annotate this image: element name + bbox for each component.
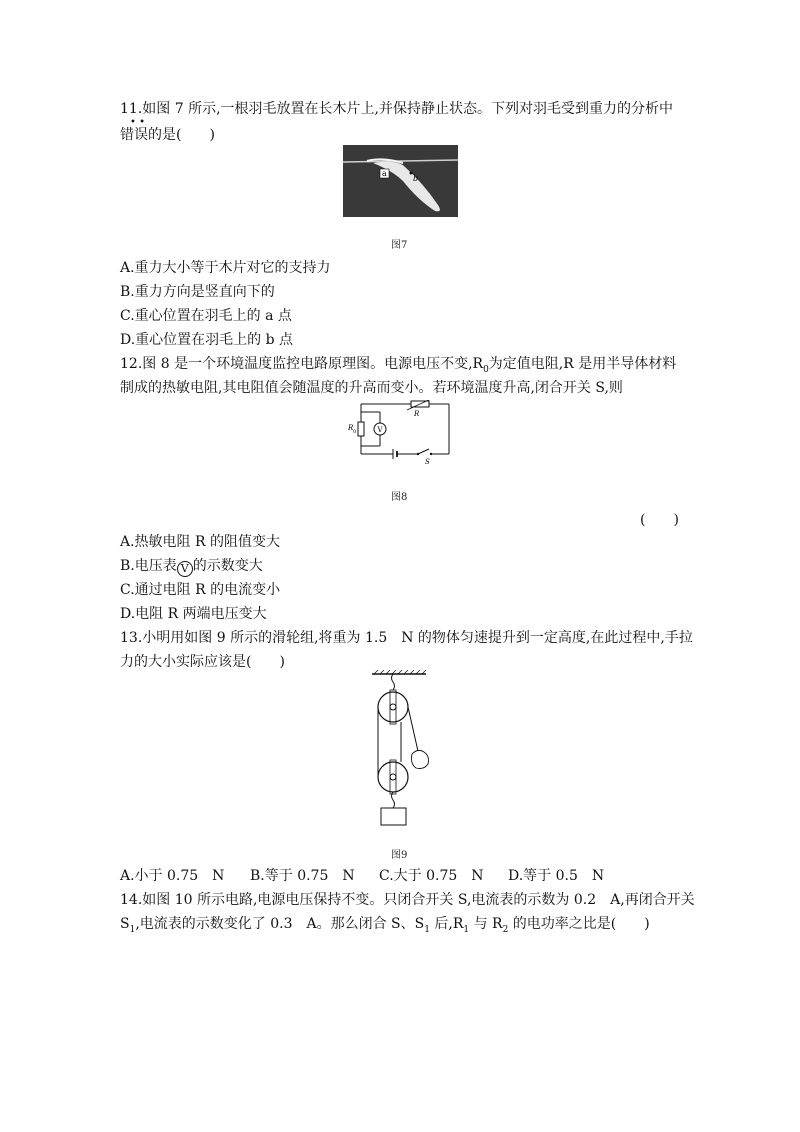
label-v: V xyxy=(377,426,383,434)
q12-option-a: A.热敏电阻 R 的阻值变大 xyxy=(120,534,281,550)
figure-7-caption: 图7 xyxy=(391,240,408,251)
q12-answer-paren: ( ) xyxy=(640,512,679,528)
circuit-diagram-8 xyxy=(345,400,455,466)
q11-stem-line2: 错误的是( ) xyxy=(120,127,215,143)
q14-line2: $S_1$,电流表的示数变化了 0.3 A。那么闭合 S、$S_1$ 后$,R_1$ 与 $R_2$ 的电功率之比是( ) xyxy=(120,916,650,935)
pulley-diagram-9 xyxy=(368,670,438,830)
q13-stem-line2: 力的大小实际应该是( ) xyxy=(120,654,285,670)
label-r0-sub: 0 xyxy=(353,429,357,435)
feather-label-b: b xyxy=(413,174,419,183)
label-r0: R xyxy=(348,424,354,432)
q13-option-d: D.等于 0.5 N xyxy=(508,868,605,884)
label-r: R xyxy=(414,410,420,418)
feather-label-a: a xyxy=(382,169,387,178)
q12-option-c: C.通过电阻 R 的电流变小 xyxy=(120,582,281,598)
voltmeter-symbol-icon: V xyxy=(177,561,193,577)
q13-option-c: C.大于 0.75 N xyxy=(379,868,484,884)
q14-line1: 14.如图 10 所示电路,电源电压保持不变。只闭合开关 S,电流表的示数为 0.2 A,再闭合开关 xyxy=(120,892,695,908)
q11-stem-line1: 11.如图 7 所示,一根羽毛放置在长木片上,并保持静止状态。下列对羽毛受到重力的分析中 xyxy=(120,101,673,117)
q12-stem-line2: 制成的热敏电阻,其电阻值会随温度的升高而变小。若环境温度升高,闭合开关 S,则 xyxy=(120,380,623,396)
figure-8-caption: 图8 xyxy=(391,492,408,503)
label-s: S xyxy=(425,458,430,466)
feather-photo xyxy=(343,145,458,217)
q11-option-d: D.重心位置在羽毛上的 b 点 xyxy=(120,332,294,348)
q12-option-d: D.电阻 R 两端电压变大 xyxy=(120,606,267,622)
q13-option-a: A.小于 0.75 N xyxy=(120,868,225,884)
q12-option-b: B.电压表 V 的示数变大 xyxy=(120,558,263,575)
q11-emphasis-dots: • • xyxy=(130,117,145,128)
figure-9-caption: 图9 xyxy=(391,850,408,861)
q11-option-c: C.重心位置在羽毛上的 a 点 xyxy=(120,308,292,324)
q12-stem-line1: 12.图 8 是一个环境温度监控电路原理图。电源电压不变$,R_0$为定值电阻,R 是用半导体材料 xyxy=(120,356,677,375)
q13-stem-line1: 13.小明用如图 9 所示的滑轮组,将重为 1.5 N 的物体匀速提升到一定高度,在此过程中,手拉 xyxy=(120,630,693,646)
q13-option-b: B.等于 0.75 N xyxy=(250,868,355,884)
q11-option-b: B.重力方向是竖直向下的 xyxy=(120,284,275,300)
q11-option-a: A.重力大小等于木片对它的支持力 xyxy=(120,260,331,276)
